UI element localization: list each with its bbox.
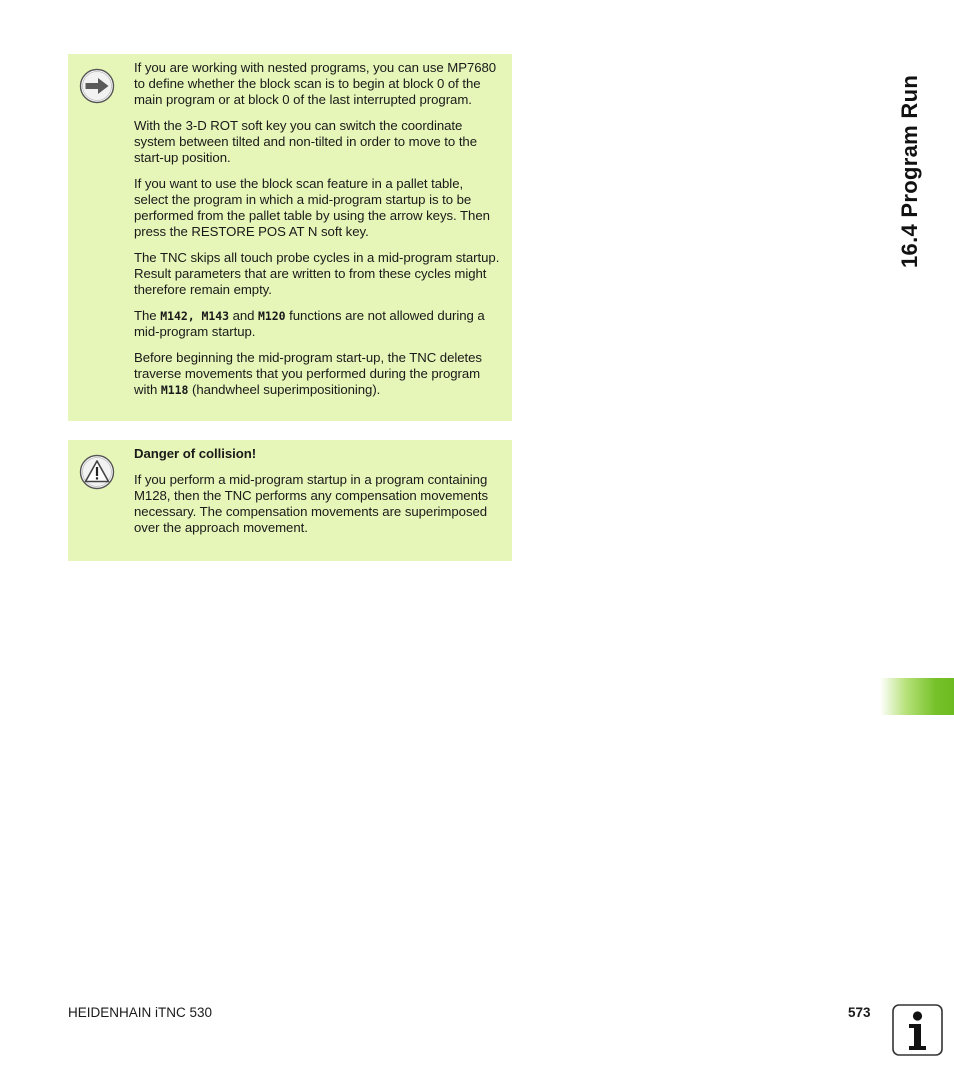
text-segment: If you are working with nested programs, you can use MP7680 to define whether the block scan is to begin at block 0 of the main program or at block 0 of the last interrupted program.: [134, 60, 497, 107]
warning-triangle-icon: [79, 454, 115, 490]
section-title-vertical: 16.4 Program Run: [897, 74, 922, 268]
info-paragraph: [134, 118, 500, 166]
footer-product-name: HEIDENHAIN iTNC 530: [68, 1005, 213, 1020]
text-segment: and: [228, 308, 259, 323]
info-i-icon: [892, 1004, 943, 1056]
info-paragraph: [134, 60, 500, 108]
chapter-tab-marker: [880, 678, 954, 715]
text-segment: (handwheel superimpositioning).: [188, 382, 381, 397]
danger-note-box: [68, 440, 512, 561]
inline-code: M120: [258, 309, 286, 323]
page-number: 573: [848, 1005, 871, 1020]
text-segment: If you want to use the block scan feature in a pallet table, select the program in which a mid-program startup is to be performed from the pallet table by using the arrow keys. Then press the RESTORE POS AT N soft key.: [134, 176, 490, 239]
info-paragraph: [134, 350, 500, 398]
text-segment: With the 3-D ROT soft key you can switch the coordinate system between tilted and non-tilted in order to move to the start-up position.: [134, 118, 477, 165]
inline-code: M118: [160, 383, 189, 397]
info-paragraph: [134, 176, 500, 240]
text-segment: The TNC skips all touch probe cycles in a mid-program startup. Result parameters that are written to from these cycles might therefore remain empty.: [134, 250, 500, 297]
info-paragraph: [134, 308, 500, 340]
danger-body: If you perform a mid-program startup in a program containing M128, then the TNC performs any compensation movements necessary. The compensation movements are superimposed over the approach movement.: [134, 472, 489, 535]
text-segment: The: [134, 308, 161, 323]
inline-code: M142, M143: [160, 309, 229, 323]
info-paragraph: [134, 250, 500, 298]
info-note-text: [134, 60, 500, 398]
danger-heading: Danger of collision!: [134, 446, 257, 461]
arrow-right-icon: [79, 68, 115, 104]
text-segment: functions are not allowed during a mid-program startup.: [134, 308, 485, 339]
text-segment: Before beginning the mid-program start-up, the TNC deletes traverse movements that you performed during the program with: [134, 350, 482, 397]
info-note-box: [68, 54, 512, 421]
